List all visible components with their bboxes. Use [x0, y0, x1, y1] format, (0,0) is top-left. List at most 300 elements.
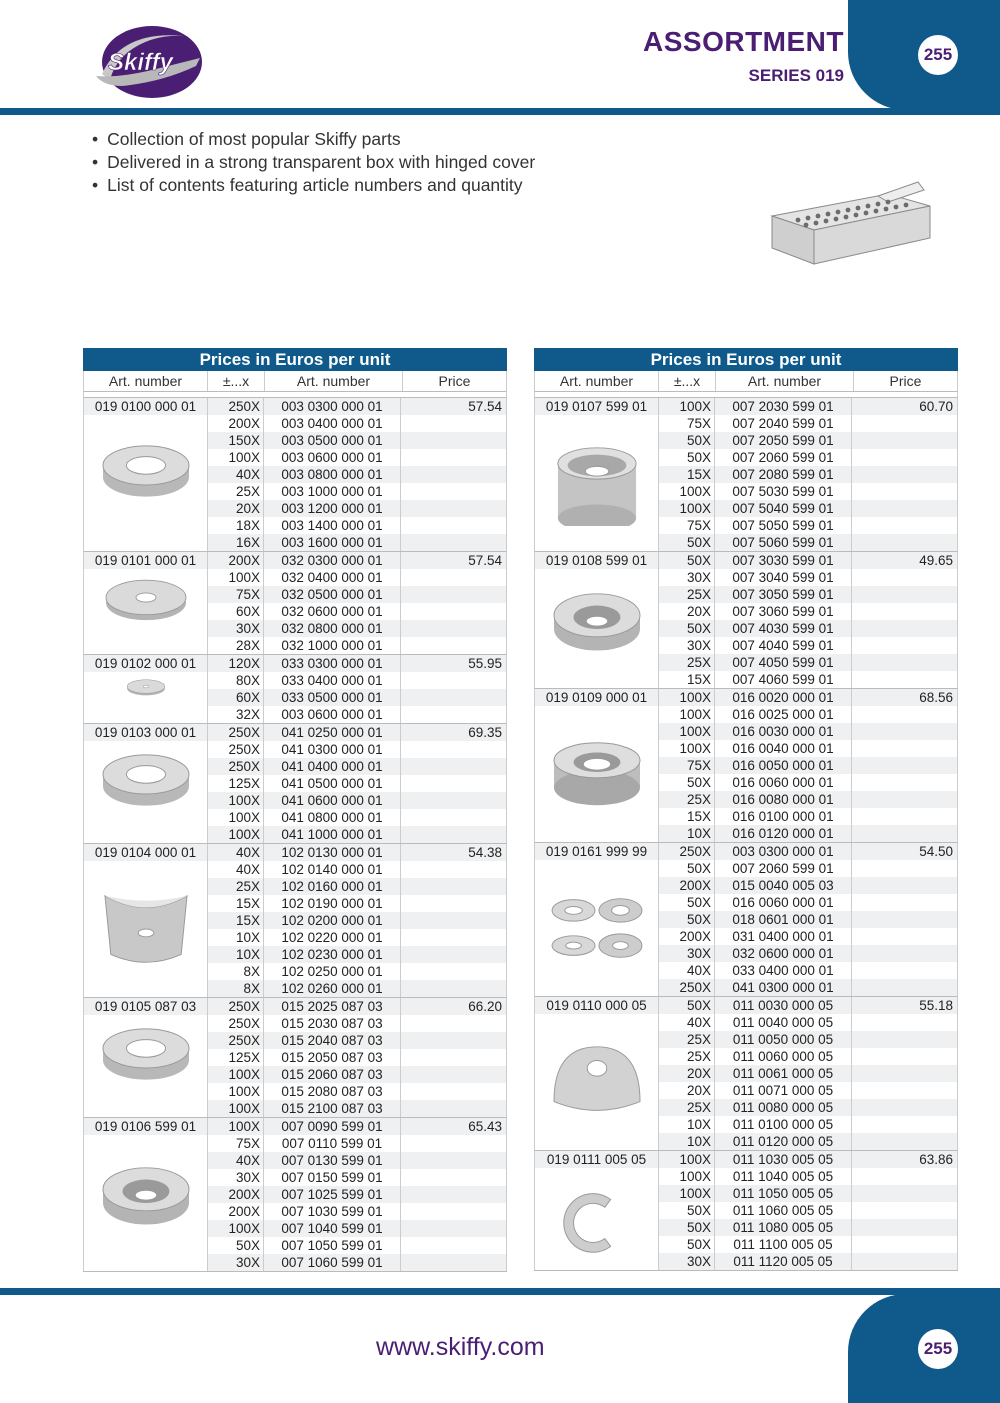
price-cell [401, 569, 506, 586]
table-row [659, 552, 957, 569]
feature-item: • Delivered in a strong transparent box with hinged cover [92, 151, 535, 174]
table-row [659, 1031, 957, 1048]
price-cell [852, 808, 957, 825]
table-heading: Prices in Euros per unit [534, 348, 958, 371]
price-cell [401, 706, 506, 723]
product-cell [84, 655, 208, 723]
curved-washer-icon [84, 861, 207, 997]
product-group [83, 1117, 507, 1271]
article-number-cell: 003 0400 000 01 [264, 415, 401, 432]
price-cell: 55.95 [468, 656, 502, 671]
price-cell [852, 860, 957, 877]
price-cell: 54.38 [468, 845, 502, 860]
table-row [659, 894, 957, 911]
quantity-cell: 60X [208, 603, 264, 620]
product-cell [535, 689, 659, 842]
product-cell [535, 398, 659, 551]
assortment-box-image [768, 176, 934, 272]
table-row [659, 1048, 957, 1065]
price-cell [401, 1203, 506, 1220]
quantity-cell: 100X [659, 398, 715, 415]
article-number-cell: 041 0500 000 01 [264, 775, 401, 792]
table-row [659, 586, 957, 603]
article-number-cell: 032 0500 000 01 [264, 586, 401, 603]
price-cell: 63.86 [919, 1152, 953, 1167]
article-number-cell: 033 0500 000 01 [264, 689, 401, 706]
table-row [659, 569, 957, 586]
price-cell [401, 689, 506, 706]
price-cell [852, 534, 957, 551]
product-cell [535, 552, 659, 688]
price-cell: 69.35 [468, 725, 502, 740]
quantity-cell: 100X [208, 792, 264, 809]
price-cell [401, 946, 506, 963]
column-header: Art. number [716, 371, 854, 391]
quantity-cell: 50X [208, 1237, 264, 1254]
table-row [659, 808, 957, 825]
table-row [208, 963, 506, 980]
price-cell [852, 517, 957, 534]
price-cell [401, 1049, 506, 1066]
quantity-cell: 30X [659, 569, 715, 586]
table-row [208, 844, 506, 861]
table-row [208, 655, 506, 672]
quantity-cell: 30X [208, 620, 264, 637]
price-cell [401, 534, 506, 551]
article-number-cell: 007 5030 599 01 [715, 483, 852, 500]
article-number-cell: 007 2060 599 01 [715, 449, 852, 466]
article-number-cell: 015 2050 087 03 [264, 1049, 401, 1066]
table-row [208, 1152, 506, 1169]
table-row [659, 689, 957, 706]
price-cell: 68.56 [919, 690, 953, 705]
product-group [534, 1150, 958, 1270]
price-cell [401, 1186, 506, 1203]
article-number-cell: 003 1000 000 01 [264, 483, 401, 500]
table-groups [83, 397, 507, 1271]
product-group [534, 996, 958, 1150]
article-number-cell: 011 0060 000 05 [715, 1048, 852, 1065]
table-row [659, 671, 957, 688]
article-number-cell: 016 0060 000 01 [715, 774, 852, 791]
table-row [208, 1237, 506, 1254]
article-number-cell: 016 0020 000 01 [715, 689, 852, 706]
price-cell [401, 1169, 506, 1186]
quantity-cell: 100X [659, 740, 715, 757]
quantity-cell: 25X [659, 654, 715, 671]
price-cell [852, 894, 957, 911]
table-row [659, 500, 957, 517]
table-row [659, 1099, 957, 1116]
price-cell [401, 415, 506, 432]
article-number-cell: 007 3050 599 01 [715, 586, 852, 603]
article-number-cell: 007 4060 599 01 [715, 671, 852, 688]
quantity-cell: 100X [659, 1185, 715, 1202]
countersunk-washer-icon [84, 1135, 207, 1271]
table-row [208, 1066, 506, 1083]
quantity-cell: 40X [208, 844, 264, 861]
table-row [208, 1032, 506, 1049]
assortment-article-number: 019 0111 005 05 [535, 1151, 658, 1168]
quantity-cell: 15X [659, 808, 715, 825]
table-row [659, 534, 957, 551]
quantity-cell: 250X [208, 1032, 264, 1049]
price-cell [852, 757, 957, 774]
article-number-cell: 102 0160 000 01 [264, 878, 401, 895]
assortment-article-number: 019 0102 000 01 [84, 655, 207, 672]
table-row [208, 1220, 506, 1237]
quantity-cell: 10X [208, 929, 264, 946]
quantity-cell: 10X [208, 946, 264, 963]
price-cell [401, 1083, 506, 1100]
assortment-article-number: 019 0101 000 01 [84, 552, 207, 569]
price-cell [852, 654, 957, 671]
price-cell [401, 483, 506, 500]
quantity-cell: 50X [659, 1219, 715, 1236]
table-row [208, 980, 506, 997]
table-row [659, 791, 957, 808]
table-row [208, 552, 506, 569]
price-cell: 57.54 [468, 553, 502, 568]
price-cell [852, 962, 957, 979]
price-cell [852, 1168, 957, 1185]
price-cell [852, 1014, 957, 1031]
table-row [659, 1219, 957, 1236]
table-row [659, 1202, 957, 1219]
article-number-cell: 031 0400 000 01 [715, 928, 852, 945]
table-row [659, 1133, 957, 1150]
quantity-cell: 30X [659, 637, 715, 654]
article-number-cell: 032 1000 000 01 [264, 637, 401, 654]
quantity-cell: 15X [659, 671, 715, 688]
table-row [208, 432, 506, 449]
article-number-cell: 016 0025 000 01 [715, 706, 852, 723]
table-row [208, 1118, 506, 1135]
quantity-cell: 100X [659, 723, 715, 740]
article-number-cell: 102 0130 000 01 [264, 844, 401, 861]
flat-ring-icon [84, 741, 207, 843]
product-group [534, 688, 958, 842]
product-group [83, 997, 507, 1117]
price-cell [852, 603, 957, 620]
table-row [659, 483, 957, 500]
flat-ring-icon [84, 1015, 207, 1117]
table-row [208, 1169, 506, 1186]
price-cell [401, 637, 506, 654]
quantity-cell: 25X [659, 1048, 715, 1065]
price-cell [852, 1031, 957, 1048]
assortment-article-number: 019 0110 000 05 [535, 997, 658, 1014]
table-row [208, 724, 506, 741]
price-cell: 57.54 [468, 399, 502, 414]
article-number-cell: 016 0040 000 01 [715, 740, 852, 757]
quantity-cell: 50X [659, 774, 715, 791]
price-cell [852, 911, 957, 928]
table-row [659, 637, 957, 654]
quantity-cell: 200X [659, 928, 715, 945]
price-cell [401, 432, 506, 449]
price-cell [852, 979, 957, 996]
table-row [208, 500, 506, 517]
assortment-article-number: 019 0104 000 01 [84, 844, 207, 861]
flat-ring-icon [84, 415, 207, 551]
feature-list [92, 128, 535, 197]
table-row [208, 1135, 506, 1152]
column-header: Art. number [535, 371, 659, 391]
quantity-cell: 25X [659, 1099, 715, 1116]
header-divider [0, 108, 1000, 115]
price-cell [852, 1082, 957, 1099]
table-row [659, 1253, 957, 1270]
product-cell [535, 1151, 659, 1270]
table-row [659, 1014, 957, 1031]
price-cell [852, 466, 957, 483]
table-row [208, 775, 506, 792]
quantity-cell: 100X [208, 809, 264, 826]
thick-ring-icon [535, 706, 658, 842]
quantity-cell: 50X [659, 1202, 715, 1219]
article-number-cell: 011 1050 005 05 [715, 1185, 852, 1202]
article-number-cell: 015 2040 087 03 [264, 1032, 401, 1049]
table-row [659, 843, 957, 860]
article-number-cell: 016 0050 000 01 [715, 757, 852, 774]
feature-item: • Collection of most popular Skiffy parts [92, 128, 535, 151]
quantity-cell: 10X [659, 825, 715, 842]
table-row [208, 706, 506, 723]
article-number-cell: 007 4040 599 01 [715, 637, 852, 654]
table-row [659, 945, 957, 962]
table-row [659, 757, 957, 774]
table-row [208, 586, 506, 603]
table-row [659, 449, 957, 466]
price-cell [401, 466, 506, 483]
product-group [83, 843, 507, 997]
table-row [659, 1168, 957, 1185]
quantity-cell: 100X [208, 1118, 264, 1135]
table-row [208, 809, 506, 826]
quantity-cell: 60X [208, 689, 264, 706]
article-number-cell: 011 0050 000 05 [715, 1031, 852, 1048]
price-cell [401, 826, 506, 843]
table-row [659, 928, 957, 945]
quantity-cell: 16X [208, 534, 264, 551]
quantity-cell: 30X [659, 945, 715, 962]
price-cell: 49.65 [919, 553, 953, 568]
table-row [659, 398, 957, 415]
product-cell [84, 552, 208, 654]
article-number-cell: 007 5050 599 01 [715, 517, 852, 534]
article-number-cell: 015 0040 005 03 [715, 877, 852, 894]
product-cell [535, 997, 659, 1150]
price-cell [852, 1253, 957, 1270]
article-number-cell: 011 0080 000 05 [715, 1099, 852, 1116]
table-row [208, 741, 506, 758]
quantity-cell: 40X [208, 1152, 264, 1169]
quantity-cell: 10X [659, 1133, 715, 1150]
quantity-cell: 250X [208, 724, 264, 741]
table-row [659, 415, 957, 432]
table-row [659, 706, 957, 723]
article-number-cell: 007 1040 599 01 [264, 1220, 401, 1237]
price-cell [852, 620, 957, 637]
table-row [208, 689, 506, 706]
article-number-cell: 102 0250 000 01 [264, 963, 401, 980]
price-cell [852, 500, 957, 517]
quantity-cell: 75X [659, 517, 715, 534]
price-cell [852, 1099, 957, 1116]
price-cell [401, 586, 506, 603]
quantity-cell: 75X [208, 1135, 264, 1152]
price-cell [852, 586, 957, 603]
assortment-article-number: 019 0107 599 01 [535, 398, 658, 415]
assortment-article-number: 019 0103 000 01 [84, 724, 207, 741]
column-header: Art. number [84, 371, 208, 391]
price-cell [401, 912, 506, 929]
quantity-cell: 100X [208, 1100, 264, 1117]
table-row [208, 534, 506, 551]
article-number-cell: 003 0600 000 01 [264, 706, 401, 723]
quantity-cell: 250X [208, 758, 264, 775]
article-number-cell: 015 2100 087 03 [264, 1100, 401, 1117]
page-title-block [643, 26, 844, 86]
assortment-article-number: 019 0106 599 01 [84, 1118, 207, 1135]
price-cell [401, 809, 506, 826]
product-group [534, 551, 958, 688]
table-row [659, 1065, 957, 1082]
assortment-article-number: 019 0108 599 01 [535, 552, 658, 569]
website-link[interactable]: www.skiffy.com [376, 1333, 545, 1361]
table-row [659, 620, 957, 637]
quantity-cell: 8X [208, 980, 264, 997]
article-number-cell: 102 0220 000 01 [264, 929, 401, 946]
quantity-cell: 100X [659, 1151, 715, 1168]
article-number-cell: 015 2060 087 03 [264, 1066, 401, 1083]
price-cell [852, 637, 957, 654]
quantity-cell: 75X [659, 757, 715, 774]
price-cell [401, 1066, 506, 1083]
quantity-cell: 100X [208, 449, 264, 466]
article-number-cell: 015 2025 087 03 [264, 998, 401, 1015]
quantity-cell: 250X [208, 998, 264, 1015]
table-row [659, 1082, 957, 1099]
cup-washer-icon [535, 415, 658, 551]
quantity-cell: 50X [659, 620, 715, 637]
quantity-cell: 100X [208, 1220, 264, 1237]
quantity-cell: 50X [659, 894, 715, 911]
article-number-cell: 041 0600 000 01 [264, 792, 401, 809]
svg-text:Skiffy: Skiffy [108, 49, 173, 76]
page-title: ASSORTMENT [643, 26, 844, 57]
article-number-cell: 032 0600 000 01 [715, 945, 852, 962]
table-column-headers [83, 371, 507, 392]
article-number-cell: 003 0800 000 01 [264, 466, 401, 483]
price-cell [401, 980, 506, 997]
assortment-article-number: 019 0100 000 01 [84, 398, 207, 415]
price-cell [852, 569, 957, 586]
article-number-cell: 011 1060 005 05 [715, 1202, 852, 1219]
article-number-cell: 007 1025 599 01 [264, 1186, 401, 1203]
price-cell [852, 825, 957, 842]
price-cell [852, 449, 957, 466]
price-cell: 54.50 [919, 844, 953, 859]
price-cell [852, 1236, 957, 1253]
quantity-cell: 30X [208, 1169, 264, 1186]
quantity-cell: 250X [208, 398, 264, 415]
table-row [659, 654, 957, 671]
article-number-cell: 041 0800 000 01 [264, 809, 401, 826]
table-row [208, 517, 506, 534]
article-number-cell: 102 0260 000 01 [264, 980, 401, 997]
assortment-article-number: 019 0161 999 99 [535, 843, 658, 860]
table-row [659, 1116, 957, 1133]
product-cell [84, 1118, 208, 1271]
article-number-cell: 016 0120 000 01 [715, 825, 852, 842]
table-row [208, 1049, 506, 1066]
table-row [208, 466, 506, 483]
assortment-article-number: 019 0109 000 01 [535, 689, 658, 706]
table-row [208, 569, 506, 586]
article-number-cell: 016 0100 000 01 [715, 808, 852, 825]
quantity-cell: 120X [208, 655, 264, 672]
price-cell [852, 1219, 957, 1236]
article-number-cell: 003 1200 000 01 [264, 500, 401, 517]
quantity-cell: 75X [208, 586, 264, 603]
price-cell [401, 603, 506, 620]
footer-divider [0, 1288, 1000, 1295]
price-cell [852, 671, 957, 688]
price-cell: 66.20 [468, 999, 502, 1014]
table-row [208, 483, 506, 500]
quantity-cell: 100X [208, 826, 264, 843]
flat-washer-icon [84, 569, 207, 654]
table-row [208, 672, 506, 689]
quantity-cell: 250X [659, 843, 715, 860]
article-number-cell: 011 1040 005 05 [715, 1168, 852, 1185]
dome-washer-icon [535, 1014, 658, 1150]
assortment-article-number: 019 0105 087 03 [84, 998, 207, 1015]
quantity-cell: 8X [208, 963, 264, 980]
table-row [208, 929, 506, 946]
article-number-cell: 018 0601 000 01 [715, 911, 852, 928]
table-row [208, 620, 506, 637]
table-row [208, 637, 506, 654]
article-number-cell: 041 0300 000 01 [715, 979, 852, 996]
price-cell [401, 1135, 506, 1152]
column-header: ±...x [659, 371, 716, 391]
article-number-cell: 003 0600 000 01 [264, 449, 401, 466]
column-header: Art. number [265, 371, 403, 391]
article-number-cell: 007 5060 599 01 [715, 534, 852, 551]
article-number-cell: 033 0300 000 01 [264, 655, 401, 672]
product-group [534, 842, 958, 996]
table-row [208, 861, 506, 878]
price-cell [852, 1065, 957, 1082]
price-cell [852, 706, 957, 723]
article-number-cell: 033 0400 000 01 [715, 962, 852, 979]
table-row [208, 603, 506, 620]
table-row [659, 466, 957, 483]
article-number-cell: 016 0060 000 01 [715, 894, 852, 911]
article-number-cell: 011 0071 000 05 [715, 1082, 852, 1099]
footer-page-tab [848, 1294, 1000, 1403]
table-row [208, 1083, 506, 1100]
price-cell [852, 1048, 957, 1065]
quantity-cell: 25X [659, 1031, 715, 1048]
table-row [208, 1203, 506, 1220]
article-number-cell: 007 0110 599 01 [264, 1135, 401, 1152]
quantity-cell: 40X [208, 861, 264, 878]
table-row [208, 758, 506, 775]
